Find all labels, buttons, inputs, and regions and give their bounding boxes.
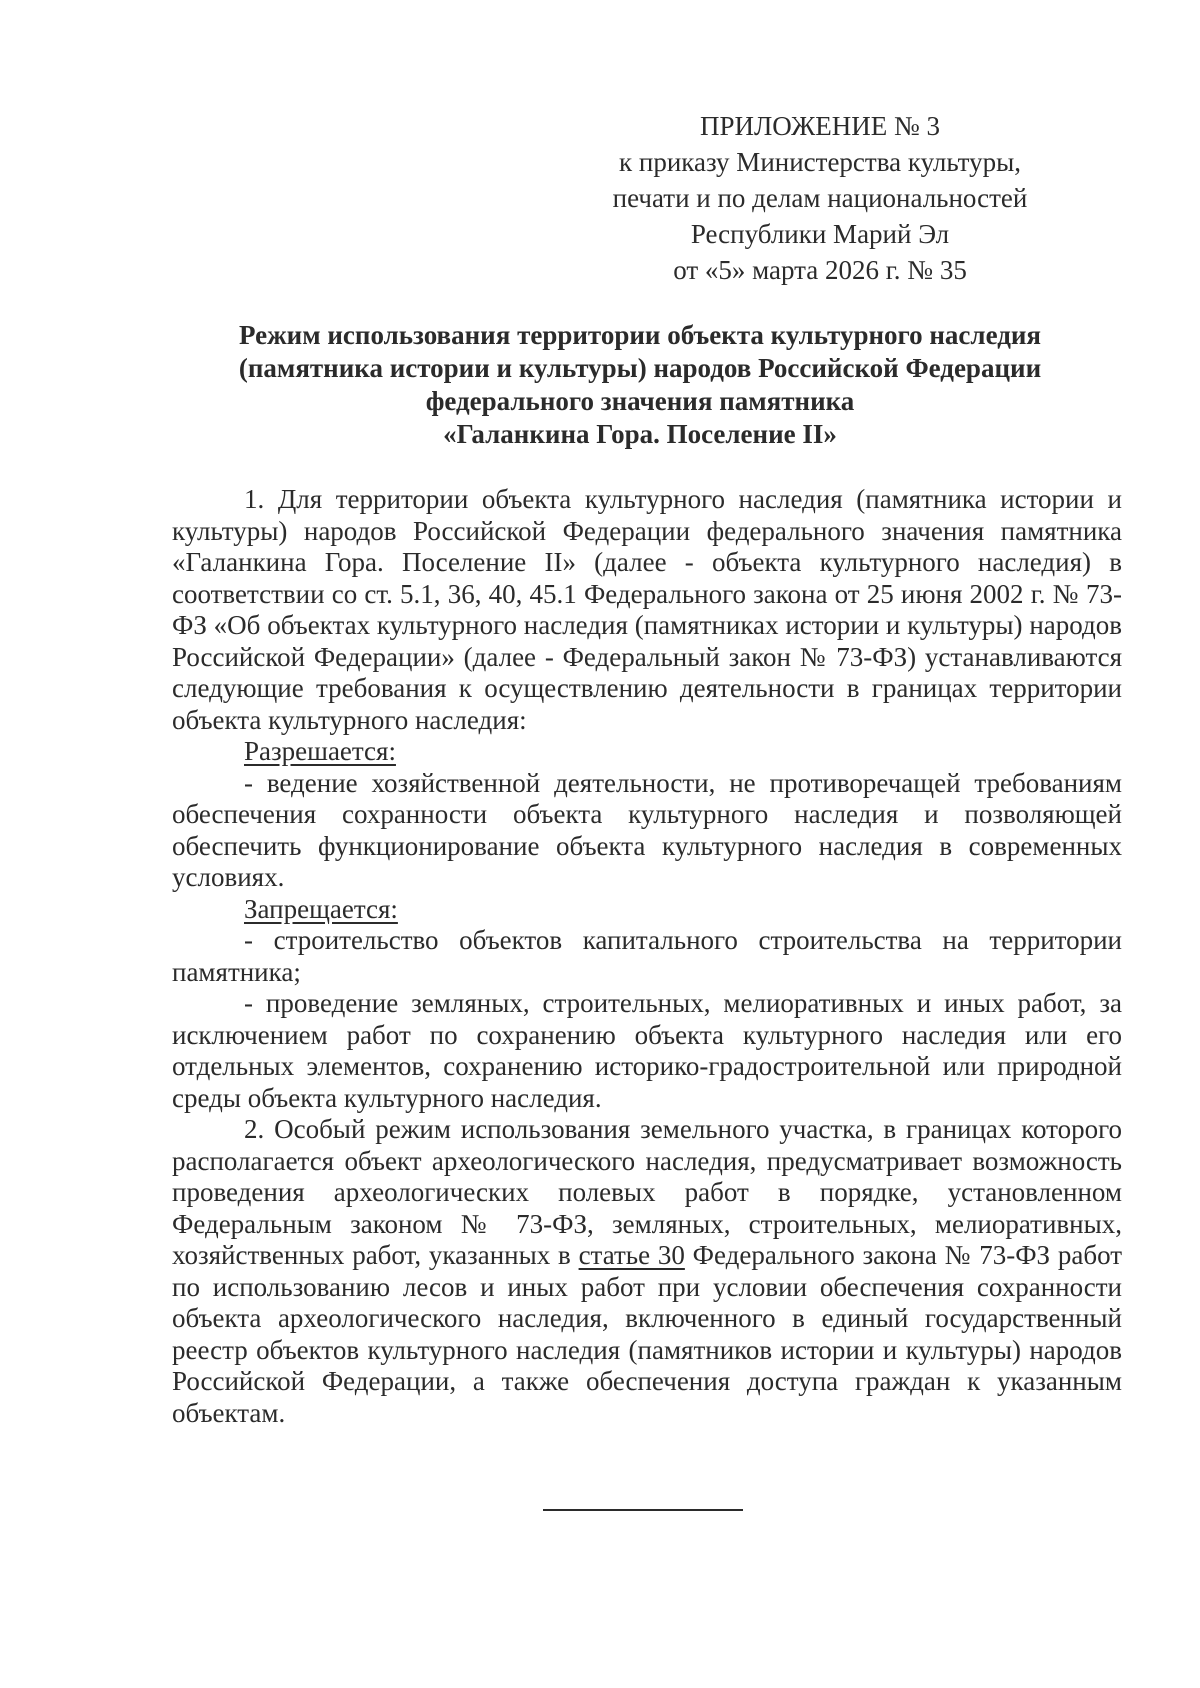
appendix-date-line: от «5» марта 2026 г. № 35 bbox=[673, 255, 967, 285]
prohibited-heading bbox=[172, 894, 1122, 926]
paragraph-1: 1. Для территории объекта культурного наследия (памятника истории и культуры) народов Российской Федерации федерального значения памятника «Галанкина Гора. Поселение II» (далее - объекта культурного наследия) в соответствии со ст. 5.1, 36, 40, 45.1 Федерального закона от 25 июня 2002 г. № 73-ФЗ «Об объектах культурного наследия (памятниках истории и культуры) народов Российской Федерации» (далее - Федеральный закон № 73-ФЗ) устанавливаются следующие требования к осуществлению деятельности в границах территории объекта культурного наследия: bbox=[172, 484, 1122, 735]
prohibited-item-2: - проведение земляных, строительных, мелиоративных и иных работ, за исключением работ по сохранению объекта культурного наследия или его отдельных элементов, сохранению историко-градостроительной или природной среды объекта культурного наследия. bbox=[172, 988, 1122, 1113]
appendix-number: ПРИЛОЖЕНИЕ № 3 bbox=[699, 111, 941, 141]
paragraph-2-end: Федерального закона № 73-ФЗ работ по использованию лесов и иных работ при условии обеспечения сохранности объекта археологического наследия, включенного в единый государственный реестр объектов культурного наследия (памятников истории и культуры) народов Российской Федерации, а также обеспечения доступа граждан к указанным объектам. bbox=[172, 1240, 1123, 1428]
paragraph-2-start: 2. Особый режим использования земельного участка, в границах которого располагается объект археологического наследия, предусматривает возможность проведения археологических полевых работ в порядке, установленном Федеральным законом № 73-ФЗ, земляных, строительных, мелиоративных, хозяйственных работ, указанных в bbox=[172, 1114, 1122, 1270]
allowed-heading bbox=[172, 736, 1122, 768]
appendix-line-3: Республики Марий Эл bbox=[690, 219, 950, 249]
appendix-header bbox=[590, 108, 1050, 288]
document-title bbox=[160, 319, 1120, 451]
title-line-1: Режим использования территории объекта культурного наследия bbox=[238, 320, 1042, 350]
title-line-4: «Галанкина Гора. Поселение II» bbox=[443, 419, 837, 449]
document-body bbox=[172, 484, 1122, 1429]
allowed-heading-text: Разрешается: bbox=[244, 736, 396, 766]
title-line-2: (памятника истории и культуры) народов Российской Федерации bbox=[238, 353, 1042, 383]
paragraph-2 bbox=[172, 1114, 1122, 1429]
prohibited-item-1: - строительство объектов капитального строительства на территории памятника; bbox=[172, 925, 1122, 987]
title-line-3: федерального значения памятника bbox=[425, 386, 855, 416]
article-30-link[interactable]: статье 30 bbox=[578, 1240, 685, 1270]
appendix-line-2: печати и по делам национальностей bbox=[612, 183, 1028, 213]
allowed-item-1: - ведение хозяйственной деятельности, не противоречащей требованиям обеспечения сохранности объекта культурного наследия и позволяющей обеспечить функционирование объекта культурного наследия в современных условиях. bbox=[172, 767, 1122, 892]
prohibited-heading-text: Запрещается: bbox=[244, 893, 398, 924]
appendix-line-1: к приказу Министерства культуры, bbox=[619, 147, 1021, 177]
closing-rule bbox=[543, 1509, 743, 1511]
